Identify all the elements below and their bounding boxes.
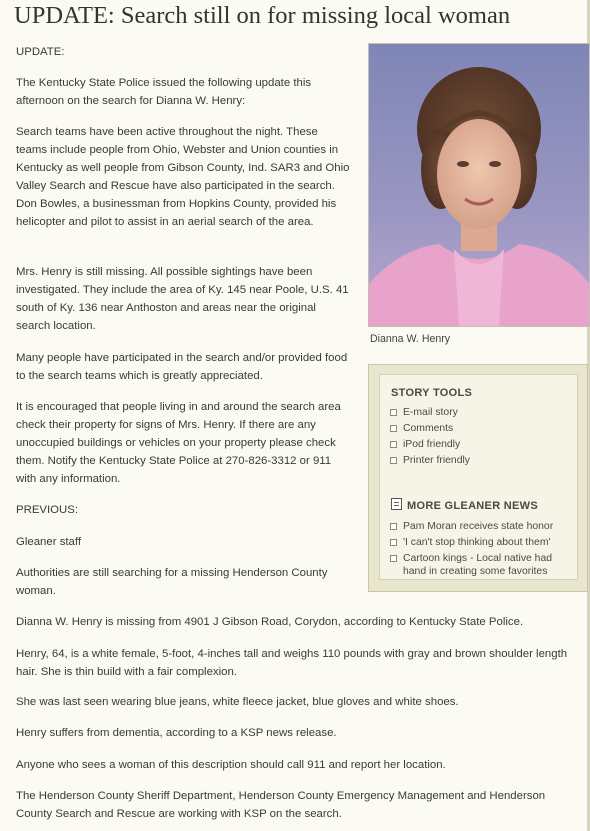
story-tool-label: Comments bbox=[403, 423, 454, 434]
paragraph-update-label: UPDATE: bbox=[16, 46, 65, 58]
news-link-label: 'I can't stop thinking about them' bbox=[403, 537, 551, 548]
paragraph-authorities: Authorities are still searching for a missing Henderson County woman. bbox=[16, 567, 328, 597]
story-tool-label: E-mail story bbox=[403, 407, 458, 418]
paragraph-address: Dianna W. Henry is missing from 4901 J Gibson Road, Corydon, according to Kentucky State Police. bbox=[16, 616, 524, 628]
story-tools-heading: STORY TOOLS bbox=[391, 387, 473, 399]
sidebar-tools-inner bbox=[379, 374, 578, 580]
photo-caption: Dianna W. Henry bbox=[370, 333, 451, 345]
bullet-box-icon bbox=[390, 425, 397, 432]
byline: Gleaner staff bbox=[16, 536, 82, 548]
sidebar-tools-box bbox=[368, 364, 588, 592]
story-tool-comments[interactable] bbox=[390, 422, 575, 435]
news-link-pam-moran[interactable] bbox=[390, 520, 575, 533]
paragraph-participation: Many people have participated in the search and/or provided food to the search teams which is greatly appreciated. bbox=[16, 352, 348, 382]
story-tool-email[interactable] bbox=[390, 406, 575, 419]
bullet-box-icon bbox=[390, 523, 397, 530]
paragraph-call-911: Anyone who sees a woman of this description should call 911 and report her location. bbox=[16, 759, 446, 771]
bullet-box-icon bbox=[390, 409, 397, 416]
headline: UPDATE: Search still on for missing local woman bbox=[14, 2, 511, 29]
news-link-cartoon-kings[interactable] bbox=[390, 552, 575, 578]
paragraph-clothing: She was last seen wearing blue jeans, white fleece jacket, blue gloves and white shoes. bbox=[16, 696, 459, 708]
paragraph-dementia: Henry suffers from dementia, according to a KSP news release. bbox=[16, 727, 337, 739]
more-news-heading: MORE GLEANER NEWS bbox=[407, 500, 538, 512]
news-link-cant-stop[interactable] bbox=[390, 536, 575, 549]
paragraph-check-property: It is encouraged that people living in and around the search area check their property for signs of Mrs. Henry. If there are any unoccupied buildings or vehicles on your property please check them. Notify the Kentucky State Police at 270-826-3312 or 911 with any information. bbox=[16, 401, 341, 485]
paragraph-search-teams: Search teams have been active throughout the night. These teams include people from Ohio, Webster and Union counties in Kentucky as well people from Gibson County, Ind. SAR3 and Ohio Valley Search and Rescue have also participated in the search. Don Bowles, a businessman from Hopkins County, provided his helicopter and pilot to assist in an aerial search of the area. bbox=[16, 126, 350, 228]
story-tool-ipod[interactable] bbox=[390, 438, 575, 451]
paragraph-description: Henry, 64, is a white female, 5-foot, 4-inches tall and weighs 110 pounds with gray and brown shoulder length hair. She is thin build with a fair complexion. bbox=[16, 648, 568, 678]
story-tool-printer[interactable] bbox=[390, 454, 575, 467]
news-link-label: Cartoon kings - Local native had hand in creating some favorites bbox=[403, 553, 553, 577]
photo-frame bbox=[368, 43, 590, 327]
paragraph-agencies: The Henderson County Sheriff Department, Henderson County Emergency Management and Henderson County Search and Rescue are working with KSP on the search. bbox=[16, 790, 546, 820]
news-link-label: Pam Moran receives state honor bbox=[403, 521, 554, 532]
newspaper-icon bbox=[391, 498, 402, 510]
paragraph-previous-label: PREVIOUS: bbox=[16, 504, 79, 516]
bullet-box-icon bbox=[390, 539, 397, 546]
story-tool-label: Printer friendly bbox=[403, 455, 470, 466]
bullet-box-icon bbox=[390, 457, 397, 464]
portrait-photo bbox=[369, 44, 589, 326]
paragraph-still-missing: Mrs. Henry is still missing. All possible sightings have been investigated. They include the area of Ky. 145 near Poole, U.S. 41 south of Ky. 136 near Anthoston and areas near the original search location. bbox=[16, 266, 349, 332]
bullet-box-icon bbox=[390, 441, 397, 448]
bullet-box-icon bbox=[390, 555, 397, 562]
story-tool-label: iPod friendly bbox=[403, 439, 461, 450]
paragraph-intro: The Kentucky State Police issued the following update this afternoon on the search for Dianna W. Henry: bbox=[16, 77, 312, 107]
